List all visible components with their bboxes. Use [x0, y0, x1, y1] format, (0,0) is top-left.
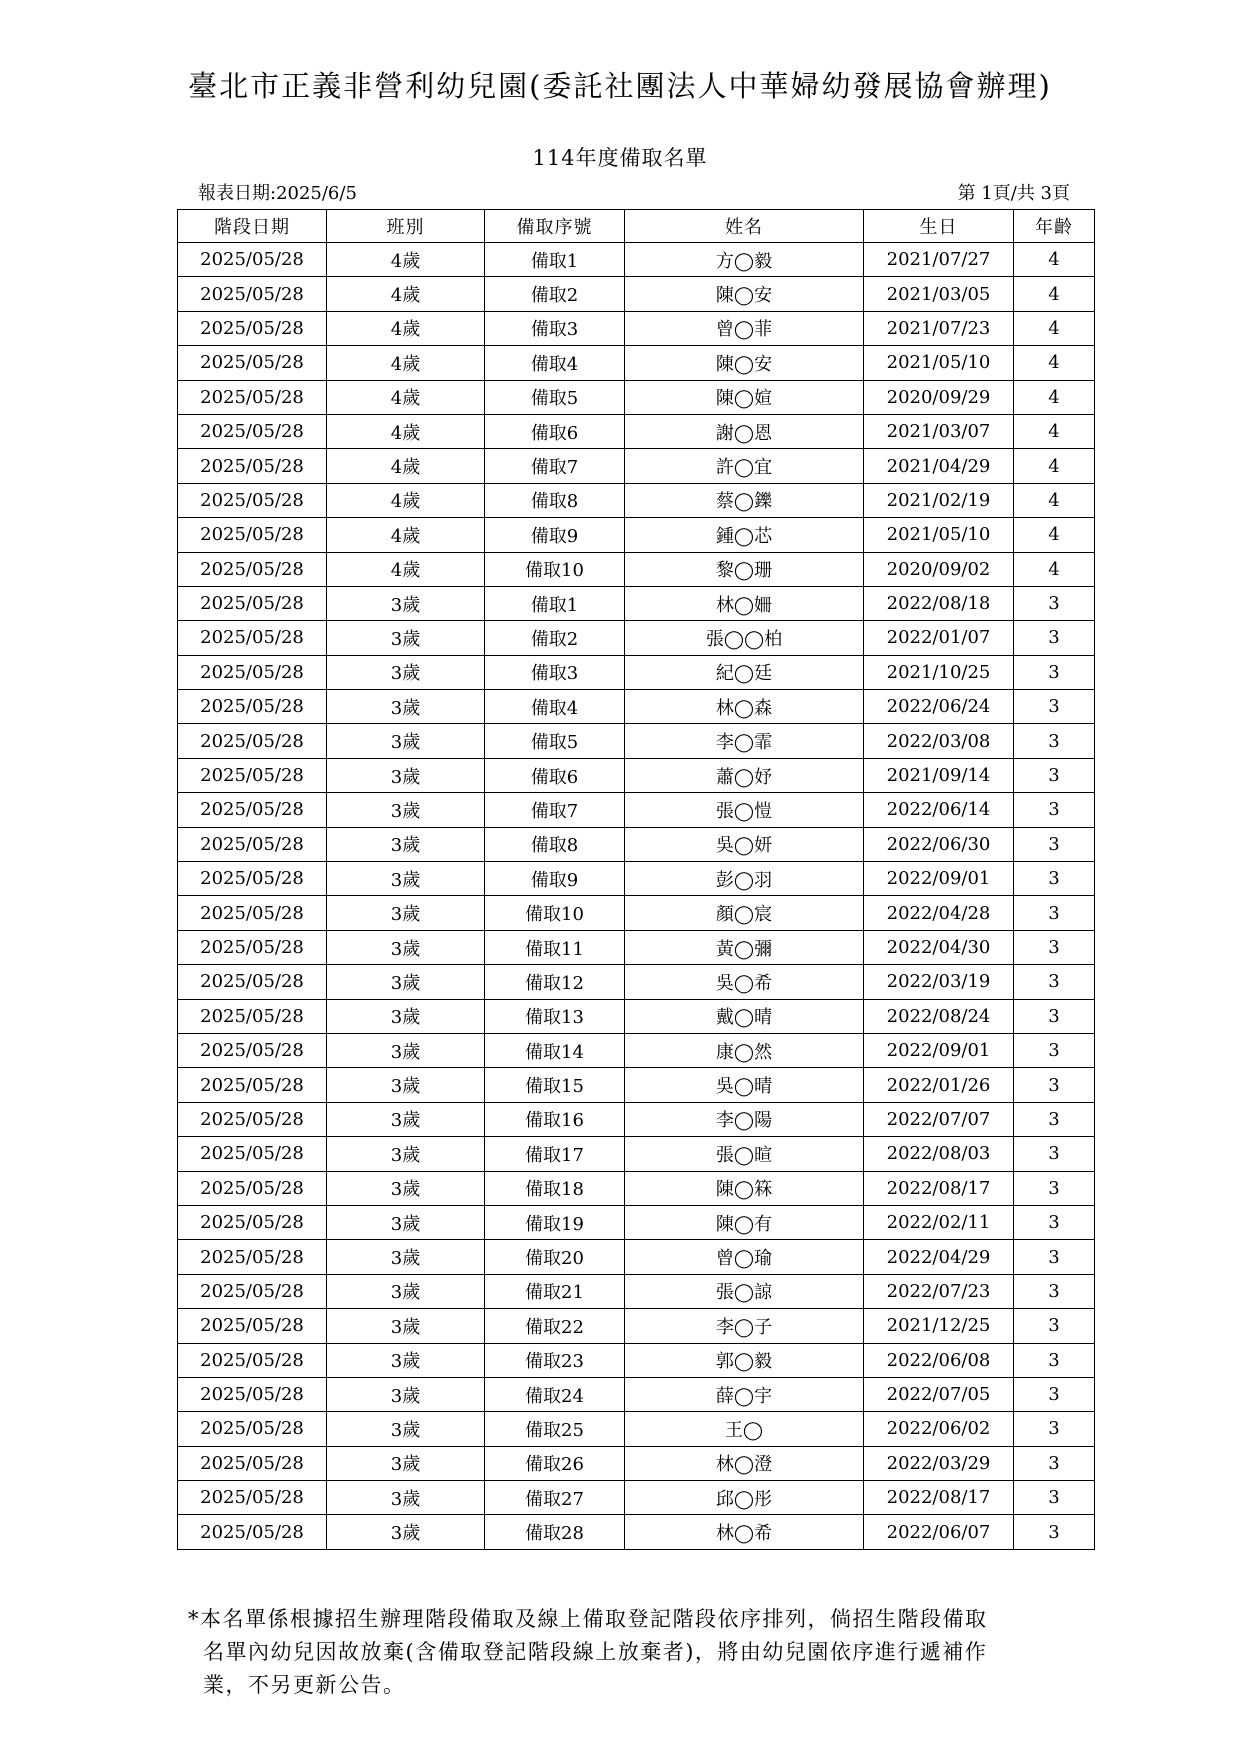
table-row — [178, 1274, 1095, 1308]
cell-age: 3 — [1014, 1068, 1095, 1102]
cell-age: 4 — [1014, 518, 1095, 552]
cell-class: 3歲 — [327, 793, 485, 827]
column-header-waitlist-no: 備取序號 — [485, 210, 625, 243]
cell-birthday: 2022/04/28 — [864, 896, 1014, 930]
cell-class: 3歲 — [327, 724, 485, 758]
cell-birthday: 2022/06/02 — [864, 1412, 1014, 1446]
table-row — [178, 1343, 1095, 1377]
cell-birthday: 2021/05/10 — [864, 346, 1014, 380]
table-row — [178, 862, 1095, 896]
cell-stage-date: 2025/05/28 — [178, 758, 327, 792]
cell-birthday: 2022/08/18 — [864, 586, 1014, 620]
table-row — [178, 1171, 1095, 1205]
cell-name: 許◯宜 — [625, 449, 864, 483]
column-header-class: 班別 — [327, 210, 485, 243]
cell-class: 3歲 — [327, 1102, 485, 1136]
cell-age: 3 — [1014, 1274, 1095, 1308]
cell-birthday: 2020/09/02 — [864, 552, 1014, 586]
cell-age: 4 — [1014, 346, 1095, 380]
cell-age: 3 — [1014, 1515, 1095, 1549]
table-row — [178, 827, 1095, 861]
cell-stage-date: 2025/05/28 — [178, 586, 327, 620]
cell-waitlist-no: 備取27 — [485, 1481, 625, 1515]
cell-birthday: 2022/04/29 — [864, 1240, 1014, 1274]
cell-waitlist-no: 備取3 — [485, 311, 625, 345]
table-row — [178, 414, 1095, 448]
cell-name: 蕭◯妤 — [625, 758, 864, 792]
cell-birthday: 2021/12/25 — [864, 1309, 1014, 1343]
table-row — [178, 621, 1095, 655]
document-subtitle: 114年度備取名單 — [532, 146, 708, 170]
cell-stage-date: 2025/05/28 — [178, 277, 327, 311]
table-row — [178, 1033, 1095, 1067]
table-row — [178, 793, 1095, 827]
cell-birthday: 2022/08/17 — [864, 1481, 1014, 1515]
cell-birthday: 2022/04/30 — [864, 930, 1014, 964]
cell-age: 3 — [1014, 1102, 1095, 1136]
cell-waitlist-no: 備取1 — [485, 243, 625, 277]
cell-stage-date: 2025/05/28 — [178, 483, 327, 517]
cell-birthday: 2021/03/07 — [864, 414, 1014, 448]
cell-name: 黃◯彌 — [625, 930, 864, 964]
cell-waitlist-no: 備取23 — [485, 1343, 625, 1377]
cell-name: 林◯森 — [625, 690, 864, 724]
cell-waitlist-no: 備取1 — [485, 586, 625, 620]
cell-name: 陳◯有 — [625, 1205, 864, 1239]
cell-waitlist-no: 備取9 — [485, 862, 625, 896]
cell-waitlist-no: 備取2 — [485, 621, 625, 655]
cell-birthday: 2022/06/08 — [864, 1343, 1014, 1377]
cell-name: 顏◯宸 — [625, 896, 864, 930]
cell-class: 3歲 — [327, 1515, 485, 1549]
cell-age: 3 — [1014, 965, 1095, 999]
cell-class: 4歲 — [327, 449, 485, 483]
cell-age: 3 — [1014, 896, 1095, 930]
cell-stage-date: 2025/05/28 — [178, 518, 327, 552]
cell-birthday: 2022/06/30 — [864, 827, 1014, 861]
table-header-row — [178, 210, 1095, 243]
cell-class: 4歲 — [327, 483, 485, 517]
cell-name: 林◯姍 — [625, 586, 864, 620]
cell-name: 李◯霏 — [625, 724, 864, 758]
cell-class: 3歲 — [327, 1377, 485, 1411]
table-row — [178, 552, 1095, 586]
cell-waitlist-no: 備取7 — [485, 449, 625, 483]
waitlist-table — [177, 209, 1095, 1550]
cell-age: 4 — [1014, 311, 1095, 345]
cell-waitlist-no: 備取5 — [485, 380, 625, 414]
cell-class: 4歲 — [327, 552, 485, 586]
cell-name: 曾◯瑜 — [625, 1240, 864, 1274]
cell-age: 4 — [1014, 414, 1095, 448]
cell-name: 陳◯箖 — [625, 1171, 864, 1205]
table-row — [178, 724, 1095, 758]
cell-class: 4歲 — [327, 414, 485, 448]
cell-waitlist-no: 備取20 — [485, 1240, 625, 1274]
cell-age: 3 — [1014, 1377, 1095, 1411]
cell-name: 陳◯安 — [625, 277, 864, 311]
cell-age: 3 — [1014, 1309, 1095, 1343]
table-row — [178, 586, 1095, 620]
table-row — [178, 346, 1095, 380]
cell-birthday: 2020/09/29 — [864, 380, 1014, 414]
cell-class: 3歲 — [327, 690, 485, 724]
cell-waitlist-no: 備取21 — [485, 1274, 625, 1308]
cell-name: 吳◯妍 — [625, 827, 864, 861]
cell-stage-date: 2025/05/28 — [178, 655, 327, 689]
cell-name: 李◯陽 — [625, 1102, 864, 1136]
cell-stage-date: 2025/05/28 — [178, 1377, 327, 1411]
cell-stage-date: 2025/05/28 — [178, 552, 327, 586]
table-row — [178, 690, 1095, 724]
cell-name: 薛◯宇 — [625, 1377, 864, 1411]
table-row — [178, 1481, 1095, 1515]
cell-class: 4歲 — [327, 243, 485, 277]
cell-birthday: 2022/08/24 — [864, 999, 1014, 1033]
column-header-stage-date: 階段日期 — [178, 210, 327, 243]
cell-class: 4歲 — [327, 346, 485, 380]
cell-name: 張◯愷 — [625, 793, 864, 827]
cell-stage-date: 2025/05/28 — [178, 449, 327, 483]
cell-birthday: 2022/09/01 — [864, 1033, 1014, 1067]
cell-birthday: 2022/06/14 — [864, 793, 1014, 827]
cell-stage-date: 2025/05/28 — [178, 380, 327, 414]
cell-stage-date: 2025/05/28 — [178, 896, 327, 930]
cell-stage-date: 2025/05/28 — [178, 999, 327, 1033]
cell-birthday: 2022/07/23 — [864, 1274, 1014, 1308]
cell-birthday: 2021/10/25 — [864, 655, 1014, 689]
cell-waitlist-no: 備取26 — [485, 1446, 625, 1480]
cell-waitlist-no: 備取22 — [485, 1309, 625, 1343]
cell-waitlist-no: 備取8 — [485, 827, 625, 861]
cell-stage-date: 2025/05/28 — [178, 862, 327, 896]
cell-birthday: 2022/07/07 — [864, 1102, 1014, 1136]
cell-age: 4 — [1014, 552, 1095, 586]
table-row — [178, 1240, 1095, 1274]
cell-stage-date: 2025/05/28 — [178, 1412, 327, 1446]
cell-age: 3 — [1014, 621, 1095, 655]
cell-age: 3 — [1014, 690, 1095, 724]
cell-waitlist-no: 備取14 — [485, 1033, 625, 1067]
cell-name: 謝◯恩 — [625, 414, 864, 448]
cell-stage-date: 2025/05/28 — [178, 311, 327, 345]
table-row — [178, 1515, 1095, 1549]
cell-class: 3歲 — [327, 1446, 485, 1480]
cell-name: 陳◯媗 — [625, 380, 864, 414]
cell-age: 3 — [1014, 793, 1095, 827]
cell-name: 曾◯菲 — [625, 311, 864, 345]
cell-waitlist-no: 備取19 — [485, 1205, 625, 1239]
cell-age: 3 — [1014, 655, 1095, 689]
table-row — [178, 1412, 1095, 1446]
cell-waitlist-no: 備取5 — [485, 724, 625, 758]
cell-waitlist-no: 備取12 — [485, 965, 625, 999]
cell-age: 3 — [1014, 1033, 1095, 1067]
cell-name: 張◯暄 — [625, 1137, 864, 1171]
table-row — [178, 243, 1095, 277]
cell-waitlist-no: 備取24 — [485, 1377, 625, 1411]
cell-age: 3 — [1014, 827, 1095, 861]
cell-stage-date: 2025/05/28 — [178, 793, 327, 827]
cell-stage-date: 2025/05/28 — [178, 414, 327, 448]
cell-age: 4 — [1014, 483, 1095, 517]
cell-class: 3歲 — [327, 758, 485, 792]
cell-class: 3歲 — [327, 930, 485, 964]
cell-birthday: 2022/08/17 — [864, 1171, 1014, 1205]
cell-waitlist-no: 備取10 — [485, 896, 625, 930]
footnote-line: 業，不另更新公告。 — [203, 1673, 406, 1697]
cell-class: 4歲 — [327, 380, 485, 414]
cell-name: 林◯澄 — [625, 1446, 864, 1480]
cell-waitlist-no: 備取2 — [485, 277, 625, 311]
page-info: 第 1頁/共 3頁 — [957, 183, 1070, 204]
cell-waitlist-no: 備取6 — [485, 414, 625, 448]
table-row — [178, 277, 1095, 311]
cell-class: 3歲 — [327, 1343, 485, 1377]
report-meta-row — [198, 179, 1070, 205]
cell-name: 黎◯珊 — [625, 552, 864, 586]
cell-name: 戴◯晴 — [625, 999, 864, 1033]
table-body — [178, 243, 1095, 1550]
cell-class: 3歲 — [327, 1033, 485, 1067]
footnote-line: 名單內幼兒因故放棄(含備取登記階段線上放棄者)，將由幼兒園依序進行遞補作 — [203, 1640, 988, 1664]
cell-waitlist-no: 備取8 — [485, 483, 625, 517]
cell-waitlist-no: 備取28 — [485, 1515, 625, 1549]
cell-waitlist-no: 備取16 — [485, 1102, 625, 1136]
cell-class: 3歲 — [327, 1205, 485, 1239]
cell-waitlist-no: 備取25 — [485, 1412, 625, 1446]
cell-name: 林◯希 — [625, 1515, 864, 1549]
cell-birthday: 2021/07/23 — [864, 311, 1014, 345]
cell-birthday: 2022/01/07 — [864, 621, 1014, 655]
cell-age: 4 — [1014, 277, 1095, 311]
cell-name: 王◯ — [625, 1412, 864, 1446]
cell-stage-date: 2025/05/28 — [178, 1446, 327, 1480]
cell-class: 3歲 — [327, 999, 485, 1033]
cell-name: 彭◯羽 — [625, 862, 864, 896]
cell-class: 3歲 — [327, 827, 485, 861]
report-date: 報表日期:2025/6/5 — [198, 183, 357, 204]
cell-birthday: 2022/08/03 — [864, 1137, 1014, 1171]
cell-waitlist-no: 備取9 — [485, 518, 625, 552]
cell-waitlist-no: 備取4 — [485, 346, 625, 380]
table-row — [178, 380, 1095, 414]
cell-stage-date: 2025/05/28 — [178, 930, 327, 964]
cell-waitlist-no: 備取15 — [485, 1068, 625, 1102]
footnote-line: *本名單係根據招生辦理階段備取及線上備取登記階段依序排列，倘招生階段備取 — [188, 1607, 988, 1631]
cell-stage-date: 2025/05/28 — [178, 1309, 327, 1343]
cell-birthday: 2022/03/19 — [864, 965, 1014, 999]
table-row — [178, 1377, 1095, 1411]
table-row — [178, 1309, 1095, 1343]
cell-stage-date: 2025/05/28 — [178, 1102, 327, 1136]
table-row — [178, 1068, 1095, 1102]
table-row — [178, 965, 1095, 999]
table-row — [178, 311, 1095, 345]
cell-stage-date: 2025/05/28 — [178, 1205, 327, 1239]
cell-name: 張◯諒 — [625, 1274, 864, 1308]
cell-stage-date: 2025/05/28 — [178, 1137, 327, 1171]
cell-age: 3 — [1014, 724, 1095, 758]
cell-age: 3 — [1014, 586, 1095, 620]
table-row — [178, 896, 1095, 930]
table-row — [178, 1102, 1095, 1136]
cell-name: 鍾◯芯 — [625, 518, 864, 552]
cell-birthday: 2022/01/26 — [864, 1068, 1014, 1102]
cell-age: 3 — [1014, 1343, 1095, 1377]
cell-age: 3 — [1014, 1205, 1095, 1239]
cell-waitlist-no: 備取10 — [485, 552, 625, 586]
cell-age: 3 — [1014, 930, 1095, 964]
cell-stage-date: 2025/05/28 — [178, 1240, 327, 1274]
table-row — [178, 655, 1095, 689]
cell-class: 3歲 — [327, 655, 485, 689]
cell-waitlist-no: 備取13 — [485, 999, 625, 1033]
cell-waitlist-no: 備取4 — [485, 690, 625, 724]
cell-waitlist-no: 備取7 — [485, 793, 625, 827]
cell-age: 3 — [1014, 1412, 1095, 1446]
table-row — [178, 758, 1095, 792]
cell-class: 3歲 — [327, 621, 485, 655]
cell-age: 4 — [1014, 380, 1095, 414]
cell-stage-date: 2025/05/28 — [178, 1481, 327, 1515]
cell-age: 3 — [1014, 999, 1095, 1033]
cell-waitlist-no: 備取17 — [485, 1137, 625, 1171]
cell-birthday: 2022/09/01 — [864, 862, 1014, 896]
table-row — [178, 483, 1095, 517]
cell-name: 蔡◯鑠 — [625, 483, 864, 517]
cell-stage-date: 2025/05/28 — [178, 827, 327, 861]
cell-stage-date: 2025/05/28 — [178, 1515, 327, 1549]
cell-stage-date: 2025/05/28 — [178, 1274, 327, 1308]
cell-age: 3 — [1014, 758, 1095, 792]
cell-stage-date: 2025/05/28 — [178, 1068, 327, 1102]
cell-class: 3歲 — [327, 1068, 485, 1102]
cell-age: 3 — [1014, 1481, 1095, 1515]
cell-birthday: 2021/02/19 — [864, 483, 1014, 517]
cell-age: 3 — [1014, 1137, 1095, 1171]
cell-age: 4 — [1014, 243, 1095, 277]
cell-name: 張◯◯柏 — [625, 621, 864, 655]
cell-age: 3 — [1014, 1171, 1095, 1205]
cell-age: 3 — [1014, 1240, 1095, 1274]
cell-waitlist-no: 備取11 — [485, 930, 625, 964]
cell-birthday: 2022/06/07 — [864, 1515, 1014, 1549]
cell-name: 方◯毅 — [625, 243, 864, 277]
cell-birthday: 2021/09/14 — [864, 758, 1014, 792]
cell-birthday: 2021/04/29 — [864, 449, 1014, 483]
cell-class: 3歲 — [327, 896, 485, 930]
cell-class: 3歲 — [327, 586, 485, 620]
column-header-name: 姓名 — [625, 210, 864, 243]
cell-birthday: 2022/07/05 — [864, 1377, 1014, 1411]
cell-stage-date: 2025/05/28 — [178, 621, 327, 655]
cell-name: 邱◯彤 — [625, 1481, 864, 1515]
cell-age: 3 — [1014, 1446, 1095, 1480]
cell-birthday: 2022/06/24 — [864, 690, 1014, 724]
table-row — [178, 1137, 1095, 1171]
cell-class: 3歲 — [327, 1137, 485, 1171]
cell-birthday: 2022/02/11 — [864, 1205, 1014, 1239]
cell-name: 紀◯廷 — [625, 655, 864, 689]
cell-waitlist-no: 備取6 — [485, 758, 625, 792]
table-row — [178, 518, 1095, 552]
cell-birthday: 2022/03/29 — [864, 1446, 1014, 1480]
cell-birthday: 2021/03/05 — [864, 277, 1014, 311]
column-header-age: 年齡 — [1014, 210, 1095, 243]
table-row — [178, 449, 1095, 483]
cell-name: 吳◯晴 — [625, 1068, 864, 1102]
footnote — [188, 1603, 1088, 1702]
cell-stage-date: 2025/05/28 — [178, 1343, 327, 1377]
cell-name: 吳◯希 — [625, 965, 864, 999]
cell-class: 3歲 — [327, 1274, 485, 1308]
cell-stage-date: 2025/05/28 — [178, 965, 327, 999]
column-header-birthday: 生日 — [864, 210, 1014, 243]
cell-class: 3歲 — [327, 1412, 485, 1446]
table-row — [178, 1205, 1095, 1239]
cell-stage-date: 2025/05/28 — [178, 346, 327, 380]
cell-stage-date: 2025/05/28 — [178, 1171, 327, 1205]
cell-birthday: 2021/07/27 — [864, 243, 1014, 277]
table-row — [178, 1446, 1095, 1480]
cell-class: 3歲 — [327, 1171, 485, 1205]
document-title: 臺北市正義非營利幼兒園(委託社團法人中華婦幼發展協會辦理) — [188, 69, 1052, 103]
cell-class: 3歲 — [327, 1481, 485, 1515]
cell-age: 4 — [1014, 449, 1095, 483]
cell-class: 3歲 — [327, 1309, 485, 1343]
cell-stage-date: 2025/05/28 — [178, 724, 327, 758]
cell-birthday: 2021/05/10 — [864, 518, 1014, 552]
cell-stage-date: 2025/05/28 — [178, 243, 327, 277]
cell-waitlist-no: 備取3 — [485, 655, 625, 689]
cell-birthday: 2022/03/08 — [864, 724, 1014, 758]
table-row — [178, 999, 1095, 1033]
cell-stage-date: 2025/05/28 — [178, 690, 327, 724]
cell-waitlist-no: 備取18 — [485, 1171, 625, 1205]
cell-age: 3 — [1014, 862, 1095, 896]
cell-name: 郭◯毅 — [625, 1343, 864, 1377]
cell-class: 4歲 — [327, 277, 485, 311]
cell-name: 康◯然 — [625, 1033, 864, 1067]
cell-name: 陳◯安 — [625, 346, 864, 380]
cell-class: 3歲 — [327, 862, 485, 896]
cell-name: 李◯子 — [625, 1309, 864, 1343]
table-row — [178, 930, 1095, 964]
cell-class: 3歲 — [327, 965, 485, 999]
cell-class: 3歲 — [327, 1240, 485, 1274]
cell-stage-date: 2025/05/28 — [178, 1033, 327, 1067]
cell-class: 4歲 — [327, 518, 485, 552]
cell-class: 4歲 — [327, 311, 485, 345]
